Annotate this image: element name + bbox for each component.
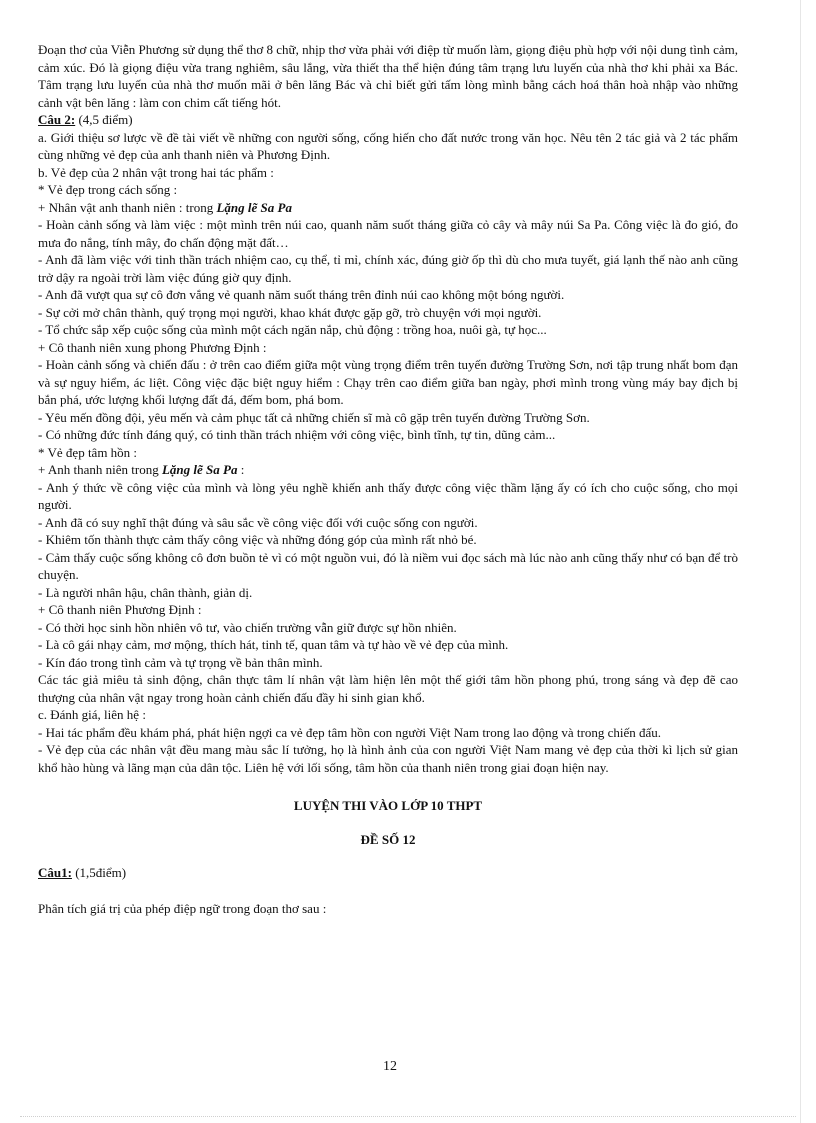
young-man-soul-item: - Cảm thấy cuộc sống không cô đơn buồn tẻ vì có một nguồn vui, đó là niềm vui đọc sách mà lúc nào anh cũng thấy như có bạn để trò chuyện.: [38, 549, 738, 582]
question-2-label: Câu 2:: [38, 112, 76, 127]
soul-beauty-heading: * Vẻ đẹp tâm hồn :: [38, 444, 138, 460]
young-man-soul-item: - Anh ý thức về công việc của mình và lòng yêu nghề khiến anh thấy được công việc thầm lặng ấy có ích cho cuộc sống, cho mọi người.: [38, 479, 738, 512]
phuong-dinh-life-item: - Hoàn cảnh sống và chiến đấu : ở trên cao điểm giữa một vùng trọng điểm trên tuyến đường Trường Sơn, nơi tập trung nhất bom đạn và sự nguy hiểm, ác liệt. Công việc đặc biệt nguy hiểm : Chạy trên cao điểm giữa ban ngày, phơi mình trong vùng máy bay địch bị bắn phá, ước lượng khối lượng đất đá, đếm bom, phá bom.: [38, 357, 738, 407]
page-number: 12: [383, 1059, 397, 1074]
summary-paragraph: Các tác giả miêu tả sinh động, chân thực tâm lí nhân vật làm hiện lên một thế giới tâm hồn phong phú, trong sáng và đẹp đẽ cao thượng của nhân vật ngay trong hoàn cảnh chiến đấu đầy hi sinh gian khổ.: [38, 672, 738, 705]
young-man-life-heading: [38, 199, 738, 217]
phuong-dinh-life-heading: + Cô thanh niên xung phong Phương Định :: [38, 339, 267, 355]
young-man-soul-item: - Khiêm tốn thành thực cảm thấy công việc và những đóng góp của mình rất nhỏ bé.: [38, 532, 477, 547]
phuong-dinh-soul-item: - Là cô gái nhạy cảm, mơ mộng, thích hát, tinh tế, quan tâm và tự hào về vẻ đẹp của mình.: [38, 637, 509, 652]
young-man-life-item: - Sự cởi mở chân thành, quý trọng mọi người, khao khát được gặp gỡ, trò chuyện với mọi người.: [38, 304, 542, 320]
young-man-life-item: - Hoàn cảnh sống và làm việc : một mình trên núi cao, quanh năm suốt tháng giữa cỏ cây và mây núi Sa Pa. Công việc là đo gió, đo mưa đo nắng, tính mây, đo chấn động mặt đất…: [38, 217, 738, 250]
question-1-label: Câu1:: [38, 865, 72, 880]
life-beauty-heading: * Vẻ đẹp trong cách sống :: [38, 182, 178, 197]
document-body: [38, 41, 738, 917]
question-1-heading: [38, 864, 738, 882]
young-man-life-prefix: + Nhân vật anh thanh niên : trong: [38, 199, 217, 215]
young-man-life-item: - Anh đã làm việc với tinh thần trách nhiệm cao, cụ thể, tỉ mỉ, chính xác, đúng giờ ốp thì dù cho mưa tuyết, giá lạnh thế nào anh cũng trở dậy ra ngoài trời làm việc đúng giờ quy định.: [38, 252, 738, 285]
young-man-life-item: - Anh đã vượt qua sự cô đơn vắng vẻ quanh năm suốt tháng trên đỉnh núi cao không một bóng người.: [38, 287, 565, 302]
question-2-points: (4,5 điểm): [75, 112, 133, 127]
intro-paragraph: Đoạn thơ của Viễn Phương sử dụng thể thơ 8 chữ, nhịp thơ vừa phải với điệp từ muốn làm, giọng điệu phù hợp với nội dung tình cảm, cảm xúc. Đó là giọng điệu vừa trang nghiêm, sâu lắng, vừa thiết tha thể hiện đúng tâm trạng lưu luyến của nhà thơ khi phải xa Bác. Tâm trạng lưu luyến của nhà thơ muốn mãi ở bên lăng Bác và chỉ biết gửi tấm lòng mình bằng cách hoá thân hoà nhập vào những cảnh vật bên lăng : làm con chim cất tiếng hót.: [38, 42, 738, 110]
young-man-soul-suffix: :: [237, 462, 245, 477]
question-1-points: (1,5điểm): [71, 865, 127, 880]
exam-title: LUYỆN THI VÀO LỚP 10 THPT: [293, 798, 483, 813]
young-man-life-item: - Tổ chức sắp xếp cuộc sống của mình một cách ngăn nắp, chủ động : trồng hoa, nuôi gà, tự học...: [38, 322, 547, 337]
work-title: Lặng lẽ Sa Pa: [161, 462, 238, 477]
page-bottom-divider: [20, 1116, 796, 1118]
phuong-dinh-soul-item: - Kín đáo trong tình cảm và tự trọng về bản thân mình.: [38, 654, 323, 670]
evaluation-item: - Vẻ đẹp của các nhân vật đều mang màu sắc lí tưởng, họ là hình ảnh của con người Việt Nam mang vẻ đẹp của thời kì lịch sử gian khổ hào hùng và lãng mạn của dân tộc. Liên hệ với lối sống, tâm hồn của thanh niên trong giai đoạn hiện nay.: [38, 742, 738, 775]
question-1-text: Phân tích giá trị của phép điệp ngữ trong đoạn thơ sau :: [38, 900, 327, 916]
young-man-soul-heading: [38, 461, 738, 479]
part-a: a. Giới thiệu sơ lược về đề tài viết về những con người sống, cống hiến cho đất nước trong văn học. Nêu tên 2 tác giả và 2 tác phẩm cùng những vẻ đẹp của anh thanh niên và Phương Định.: [38, 129, 738, 162]
phuong-dinh-life-item: - Có những đức tính đáng quý, có tinh thần trách nhiệm với công việc, bình tĩnh, tự tin, dũng cảm...: [38, 427, 556, 442]
exam-number: ĐỀ SỐ 12: [360, 831, 416, 847]
phuong-dinh-life-item: - Yêu mến đồng đội, yêu mến và cảm phục tất cả những chiến sĩ mà cô gặp trên tuyến đường Trường Sơn.: [38, 409, 590, 425]
question-2-heading: [38, 111, 738, 129]
young-man-soul-item: - Là người nhân hậu, chân thành, giản dị.: [38, 584, 253, 600]
page-edge-divider: [800, 0, 801, 1123]
part-c: c. Đánh giá, liên hệ :: [38, 707, 146, 722]
phuong-dinh-soul-item: - Có thời học sinh hồn nhiên vô tư, vào chiến trường vẫn giữ được sự hồn nhiên.: [38, 619, 457, 635]
phuong-dinh-soul-heading: + Cô thanh niên Phương Định :: [38, 602, 202, 617]
young-man-soul-item: - Anh đã có suy nghĩ thật đúng và sâu sắc về công việc đối với cuộc sống con người.: [38, 514, 478, 530]
work-title: Lặng lẽ Sa Pa: [216, 199, 292, 215]
young-man-soul-prefix: + Anh thanh niên trong: [38, 462, 162, 477]
evaluation-item: - Hai tác phẩm đều khám phá, phát hiện ngợi ca vẻ đẹp tâm hồn con người Việt Nam trong lao động và trong chiến đấu.: [38, 724, 662, 740]
part-b: b. Vẻ đẹp của 2 nhân vật trong hai tác phẩm :: [38, 164, 274, 180]
